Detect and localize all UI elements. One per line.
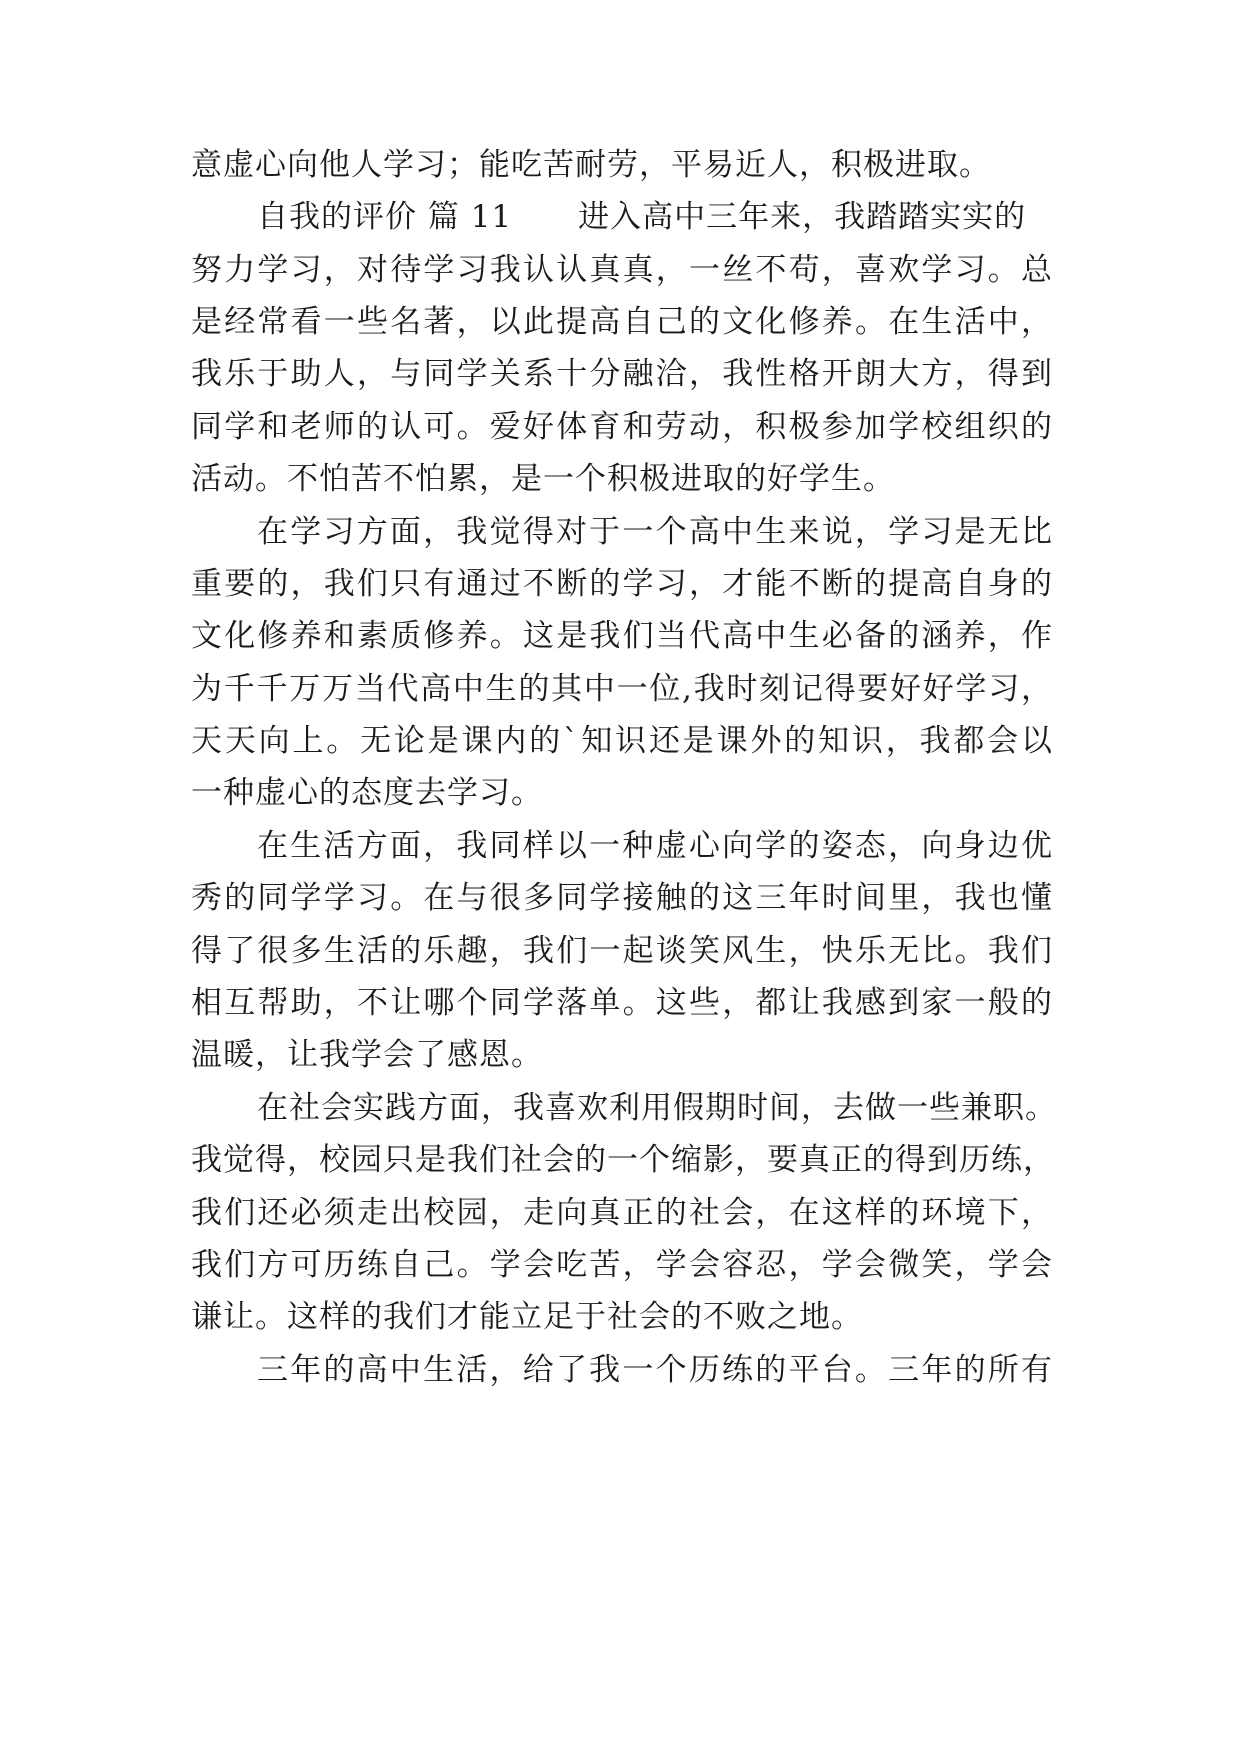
paragraph-start-line: 在生活方面，我同样以一种虚心向学的姿态，向身边优 — [257, 828, 1053, 864]
text-line: 温暖，让我学会了感恩。 — [191, 1037, 543, 1073]
text-line: 相互帮助，不让哪个同学落单。这些，都让我感到家一般的 — [191, 985, 1053, 1021]
text-line: 进入高中三年来，我踏踏实实的 — [578, 199, 1027, 235]
paragraph-start-line: 在社会实践方面，我喜欢利用假期时间，去做一些兼职。 — [257, 1090, 1057, 1126]
text-line: 为千千万万当代高中生的其中一位,我时刻记得要好好学习， — [191, 671, 1053, 707]
text-line: 我们还必须走出校园，走向真正的社会，在这样的环境下， — [191, 1195, 1053, 1231]
text-line: 秀的同学学习。在与很多同学接触的这三年时间里，我也懂 — [191, 880, 1053, 916]
text-line: 天天向上。无论是课内的`知识还是课外的知识，我都会以 — [191, 723, 1053, 759]
text-line: 我觉得，校园只是我们社会的一个缩影，要真正的得到历练， — [191, 1142, 1055, 1178]
text-line: 重要的，我们只有通过不断的学习，才能不断的提高自身的 — [191, 566, 1053, 602]
text-line: 我乐于助人，与同学关系十分融洽，我性格开朗大方，得到 — [191, 356, 1053, 392]
section-heading-line — [257, 193, 1053, 241]
text-line: 一种虚心的态度去学习。 — [191, 775, 543, 811]
paragraph-start-line: 在学习方面，我觉得对于一个高中生来说，学习是无比 — [257, 514, 1053, 550]
text-line: 是经常看一些名著，以此提高自己的文化修养。在生活中， — [191, 304, 1053, 340]
paragraph-start-line: 三年的高中生活，给了我一个历练的平台。三年的所有 — [257, 1352, 1053, 1388]
text-line: 文化修养和素质修养。这是我们当代高中生必备的涵养，作 — [191, 618, 1053, 654]
text-line: 我们方可历练自己。学会吃苦，学会容忍，学会微笑，学会 — [191, 1247, 1053, 1283]
text-line: 谦让。这样的我们才能立足于社会的不败之地。 — [191, 1299, 863, 1335]
text-line: 得了很多生活的乐趣，我们一起谈笑风生，快乐无比。我们 — [191, 933, 1053, 969]
text-line: 意虚心向他人学习；能吃苦耐劳，平易近人，积极进取。 — [191, 147, 991, 183]
text-line: 同学和老师的认可。爱好体育和劳动，积极参加学校组织的 — [191, 409, 1053, 445]
section-heading: 自我的评价 篇 11 — [257, 199, 513, 235]
text-line: 活动。不怕苦不怕累，是一个积极进取的好学生。 — [191, 461, 895, 497]
text-line: 努力学习，对待学习我认认真真，一丝不苟，喜欢学习。总 — [191, 252, 1053, 288]
